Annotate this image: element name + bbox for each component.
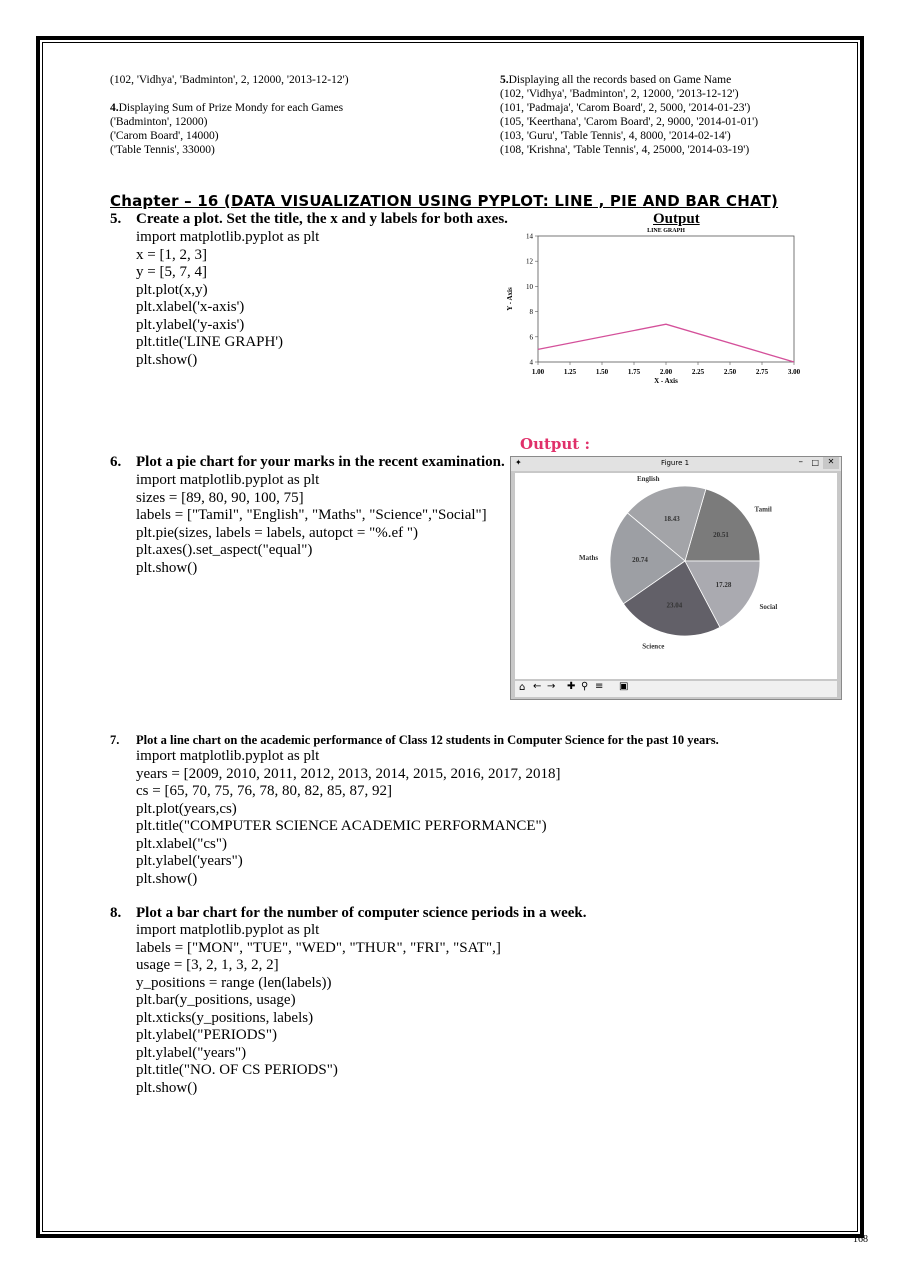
slice-category-label: Science (642, 642, 665, 651)
code-line: labels = ["Tamil", "English", "Maths", "Science","Social"] (136, 507, 487, 523)
x-tick-label: 1.00 (531, 368, 545, 376)
configure-subplots-icon[interactable]: ≡ (595, 681, 604, 692)
slice-value-label: 20.51 (713, 530, 729, 539)
pan-icon[interactable]: ✚ (567, 681, 576, 692)
code-line: import matplotlib.pyplot as plt (136, 748, 320, 764)
y-tick-label: 6 (529, 333, 533, 342)
code-line: plt.plot(x,y) (136, 281, 208, 298)
y-tick-label: 10 (526, 282, 533, 291)
code-line: plt.title("NO. OF CS PERIODS") (136, 1062, 338, 1078)
x-tick-label: 1.25 (563, 368, 577, 376)
code-line: labels = ["MON", "TUE", "WED", "THUR", "FRI", "SAT",] (136, 939, 501, 956)
code-line: plt.show() (136, 870, 198, 887)
section-heading: 5.Displaying all the records based on Game Name (500, 74, 732, 86)
record-row: (103, 'Guru', 'Table Tennis', 4, 8000, '2014-02-14') (500, 130, 731, 142)
code-line: sizes = [89, 80, 90, 100, 75] (136, 489, 304, 506)
slice-category-label: English (636, 474, 660, 483)
code-line: import matplotlib.pyplot as plt (136, 922, 320, 938)
code-line: y = [5, 7, 4] (136, 264, 207, 280)
chapter-title: Chapter – 16 (DATA VISUALIZATION USING PYPLOT: LINE , PIE AND BAR CHAT) (110, 192, 779, 210)
code-line: plt.xlabel("cs") (136, 835, 227, 852)
question-number: 8. (110, 905, 122, 921)
question-text: Create a plot. Set the title, the x and y labels for both axes. (136, 211, 508, 227)
code-line: plt.ylabel("PERIODS") (136, 1027, 277, 1043)
slice-category-label: Social (759, 602, 778, 611)
code-line: plt.xlabel('x-axis') (136, 299, 245, 315)
code-block (136, 472, 487, 577)
question-text: Plot a pie chart for your marks in the recent examination. (136, 454, 505, 470)
y-tick-label: 12 (526, 257, 533, 266)
x-tick-label: 2.25 (691, 368, 705, 376)
y-tick-label: 14 (526, 232, 533, 241)
code-line: y_positions = range (len(labels)) (136, 974, 332, 991)
record-row: (101, 'Padmaja', 'Carom Board', 2, 5000, '2014-01-23') (500, 102, 751, 114)
code-line: import matplotlib.pyplot as plt (136, 229, 320, 245)
x-tick-label: 2.75 (755, 368, 769, 376)
question-text: Plot a bar chart for the number of computer science periods in a week. (136, 905, 587, 921)
code-line: plt.title('LINE GRAPH') (136, 334, 284, 350)
code-block (136, 229, 319, 369)
x-tick-label: 3.00 (787, 368, 801, 376)
code-line: plt.axes().set_aspect("equal") (136, 542, 313, 558)
y-axis-label: Y - Axis (506, 287, 514, 311)
code-line: plt.show() (136, 1079, 198, 1096)
code-line: plt.ylabel('years") (136, 853, 243, 869)
code-line: plt.bar(y_positions, usage) (136, 992, 296, 1008)
code-line: usage = [3, 2, 1, 3, 2, 2] (136, 957, 279, 973)
code-line: years = [2009, 2010, 2011, 2012, 2013, 2014, 2015, 2016, 2017, 2018] (136, 765, 561, 782)
sum-row: ('Badminton', 12000) (110, 116, 208, 128)
maximize-icon[interactable]: □ (811, 458, 819, 467)
slice-value-label: 18.43 (663, 514, 680, 523)
x-tick-label: 1.50 (595, 368, 609, 376)
pie-chart (515, 473, 837, 679)
window-title: Figure 1 (661, 459, 690, 467)
code-block (136, 748, 561, 888)
question-number: 7. (110, 733, 120, 747)
y-tick-label: 4 (529, 358, 533, 367)
slice-category-label: Tamil (754, 505, 772, 514)
window-titlebar (511, 457, 841, 471)
x-axis-label: X - Axis (654, 377, 678, 385)
app-icon: ✦ (515, 458, 522, 467)
page-number: 168 (853, 1234, 868, 1245)
close-icon[interactable]: ✕ (823, 457, 839, 469)
code-block (136, 922, 501, 1097)
x-tick-label: 1.75 (627, 368, 641, 376)
code-line: plt.pie(sizes, labels = labels, autopct = "%.ef ") (136, 524, 418, 541)
section-heading: 4.Displaying Sum of Prize Mondy for each Games (110, 102, 344, 114)
code-line: x = [1, 2, 3] (136, 246, 207, 263)
output-label: Output : (520, 435, 590, 453)
question-text: Plot a line chart on the academic performance of Class 12 students in Computer Science for the past 10 years. (136, 733, 719, 747)
code-line: import matplotlib.pyplot as plt (136, 472, 320, 488)
record-row: (102, 'Vidhya', 'Badminton', 2, 12000, '2013-12-12') (500, 88, 739, 100)
question-number: 5. (110, 211, 122, 227)
figure-canvas (515, 473, 837, 679)
slice-value-label: 20.74 (632, 556, 648, 565)
x-tick-label: 2.00 (659, 368, 673, 376)
back-icon[interactable]: ← (533, 681, 542, 692)
slice-category-label: Maths (579, 554, 599, 563)
save-icon[interactable]: ▣ (619, 681, 629, 692)
question-number: 6. (110, 454, 122, 470)
sum-row: ('Table Tennis', 33000) (110, 144, 215, 156)
code-line: plt.plot(years,cs) (136, 800, 237, 817)
figure-toolbar (515, 681, 837, 697)
home-icon[interactable]: ⌂ (519, 682, 526, 693)
line-graph-chart (498, 226, 818, 386)
record-row: (108, 'Krishna', 'Table Tennis', 4, 25000, '2014-03-19') (500, 144, 750, 156)
code-line: plt.show() (136, 351, 198, 368)
figure-window (510, 456, 842, 700)
code-line: plt.title("COMPUTER SCIENCE ACADEMIC PERFORMANCE") (136, 818, 547, 834)
code-line: plt.xticks(y_positions, labels) (136, 1009, 314, 1026)
chart-title: LINE GRAPH (647, 228, 685, 234)
output-label: Output (653, 211, 700, 227)
sum-row: ('Carom Board', 14000) (110, 130, 219, 142)
plot-area (538, 236, 794, 362)
record-row: (105, 'Keerthana', 'Carom Board', 2, 9000, '2014-01-01') (500, 116, 759, 128)
code-line: plt.ylabel("years") (136, 1044, 247, 1061)
x-tick-label: 2.50 (723, 368, 737, 376)
code-line: cs = [65, 70, 75, 76, 78, 80, 82, 85, 87, 92] (136, 783, 392, 799)
minimize-icon[interactable]: – (798, 457, 803, 467)
record-line: (102, 'Vidhya', 'Badminton', 2, 12000, '2013-12-12') (110, 74, 349, 86)
slice-value-label: 23.04 (666, 601, 683, 610)
y-tick-label: 8 (529, 308, 533, 317)
code-line: plt.ylabel('y-axis') (136, 316, 245, 333)
forward-icon[interactable]: → (547, 681, 556, 692)
slice-value-label: 17.28 (715, 581, 732, 590)
code-line: plt.show() (136, 559, 198, 576)
zoom-icon[interactable]: ⚲ (581, 681, 589, 692)
